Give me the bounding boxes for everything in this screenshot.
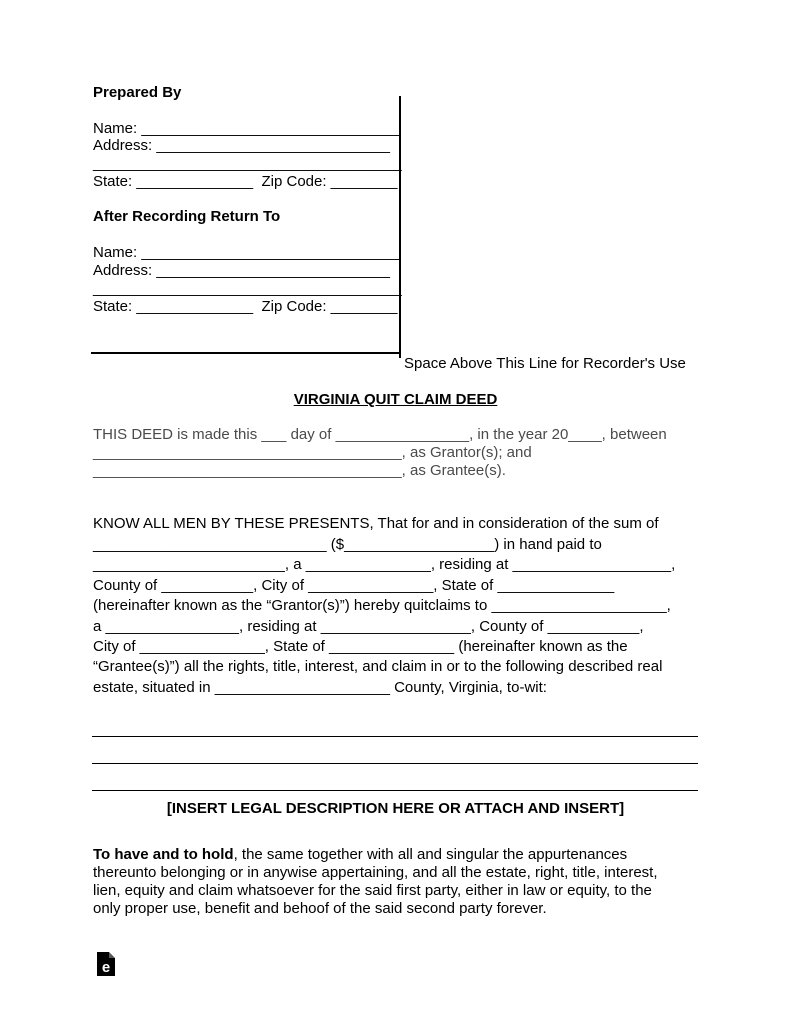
eforms-logo-letter: e (101, 959, 111, 976)
consideration-line[interactable]: City of _______________, State of _______________ (hereinafter known as the (93, 638, 628, 655)
legal-description-blank-line[interactable] (92, 790, 698, 791)
consideration-line[interactable]: KNOW ALL MEN BY THESE PRESENTS, That for and in consideration of the sum of (93, 515, 659, 532)
habendum-line: only proper use, benefit and behoof of the said second party forever. (93, 900, 547, 917)
intro-line[interactable]: _____________________________________, as Grantor(s); and (93, 444, 532, 461)
habendum-line: thereunto belonging or in anywise appertaining, and all the estate, right, title, interest, (93, 864, 658, 881)
intro-line[interactable]: THIS DEED is made this ___ day of ________________, in the year 20____, between (93, 426, 667, 443)
prepared-by-state-zip-field[interactable]: State: ______________ Zip Code: ________ (93, 173, 398, 190)
return-to-address-line-2[interactable]: _____________________________________ (93, 280, 402, 297)
consideration-line[interactable]: County of ___________, City of _______________, State of ______________ (93, 577, 615, 594)
consideration-line[interactable]: estate, situated in _____________________ County, Virginia, to-wit: (93, 679, 547, 696)
return-to-state-zip-field[interactable]: State: ______________ Zip Code: ________ (93, 298, 398, 315)
eforms-logo-icon (97, 952, 115, 976)
return-to-address-field[interactable]: Address: ____________________________ (93, 262, 390, 279)
recorder-box-bottom-rule (91, 352, 401, 354)
prepared-by-heading: Prepared By (93, 84, 182, 101)
recorder-use-note: Space Above This Line for Recorder's Use (404, 355, 686, 372)
return-to-heading: After Recording Return To (93, 208, 281, 225)
consideration-line[interactable]: _______________________, a _______________, residing at ___________________, (93, 556, 676, 573)
prepared-by-address-line-2[interactable]: _____________________________________ (93, 155, 402, 172)
consideration-line[interactable]: a ________________, residing at __________________, County of ___________, (93, 618, 644, 635)
legal-description-placeholder: [INSERT LEGAL DESCRIPTION HERE OR ATTACH AND INSERT] (166, 800, 625, 817)
page-title: VIRGINIA QUIT CLAIM DEED (293, 391, 498, 408)
prepared-by-address-field[interactable]: Address: ____________________________ (93, 137, 390, 154)
legal-description-blank-line[interactable] (92, 763, 698, 764)
consideration-line[interactable]: (hereinafter known as the “Grantor(s)”) hereby quitclaims to _____________________, (93, 597, 671, 614)
intro-line[interactable]: _____________________________________, as Grantee(s). (93, 462, 506, 479)
consideration-line[interactable]: ____________________________ ($__________________) in hand paid to (93, 536, 602, 553)
consideration-line: “Grantee(s)”) all the rights, title, interest, and claim in or to the following described real (93, 658, 663, 675)
prepared-by-name-field[interactable]: Name: _______________________________ (93, 120, 400, 137)
legal-description-blank-line[interactable] (92, 736, 698, 737)
return-to-name-field[interactable]: Name: _______________________________ (93, 244, 400, 261)
recorder-box-vertical-divider (399, 96, 401, 358)
habendum-lead: To have and to hold (93, 846, 234, 863)
habendum-line: lien, equity and claim whatsoever for the said first party, either in law or equity, to the (93, 882, 652, 899)
habendum-first-rest: , the same together with all and singular the appurtenances (233, 846, 628, 863)
